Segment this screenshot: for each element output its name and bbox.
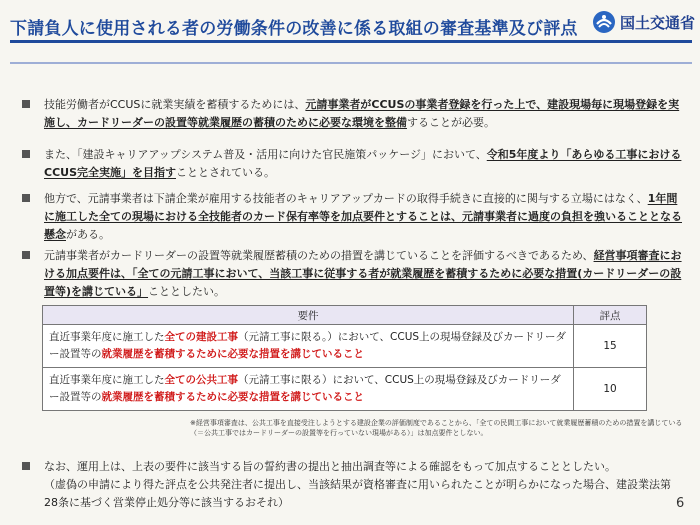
table-footnote: ※経営事項審査は、公共工事を直接受注しようとする建設企業の評価制度であることから、「全ての民間工事において就業履歴蓄積のための措置を講じている（＝公共工事ではカードリーダーの設置等を行っていない現場がある）」は加点要件としない。: [190, 419, 683, 437]
title-rule: [10, 40, 692, 43]
score-header: 評点: [574, 306, 647, 325]
bullet-icon: [22, 100, 30, 108]
table-header-row: [43, 306, 647, 325]
bullet-icon: [22, 251, 30, 259]
requirement-cell: 直近事業年度に施工した全ての建設工事（元請工事に限る。）において、CCUS上の現場登録及びカードリーダー設置等の就業履歴を蓄積するために必要な措置を講じていること: [43, 325, 574, 368]
requirement-cell: 直近事業年度に施工した全ての公共工事（元請工事に限る）において、CCUS上の現場登録及びカードリーダー設置等の就業履歴を蓄積するために必要な措置を講じていること: [43, 368, 574, 411]
closing-line-1: なお、運用上は、上表の要件に該当する旨の誓約書の提出と抽出調査等による確認をもって加点することとしたい。: [44, 460, 616, 473]
bullet-icon: [22, 194, 30, 202]
requirements-table: [42, 305, 647, 411]
logo-text: 国土交通省: [620, 13, 696, 32]
paragraph-1: 技能労働者がCCUSに就業実績を蓄積するためには、元請事業者がCCUSの事業者登録を行った上で、建設現場毎に現場登録を実施し、カードリーダーの設置等就業履歴の蓄積のために必要な環境を整備することが必要。: [22, 96, 682, 132]
logo: [592, 8, 695, 36]
section-rule: [10, 62, 692, 64]
table-row: [43, 368, 647, 411]
paragraph-4: 元請事業者がカードリーダーの設置等就業履歴蓄積のための措置を講じていることを評価するべきであるため、経営事項審査における加点要件は、「全ての元請工事において、当該工事に従事する者が就業履歴を蓄積するために必要な措置(カードリーダーの設置等)を講じている」こととしたい。: [22, 247, 682, 301]
score-cell: 10: [574, 368, 647, 411]
page-title: 下請負人に使用される者の労働条件の改善に係る取組の審査基準及び評点: [10, 19, 578, 39]
closing-paragraph: [22, 458, 685, 512]
requirement-header: 要件: [43, 306, 574, 325]
mlit-logo-icon: [592, 10, 616, 34]
paragraph-3: 他方で、元請事業者は下請企業が雇用する技能者のキャリアアップカードの取得手続きに直接的に関与する立場にはなく、1年間に施工した全ての現場における全技能者のカード保有率等を加点要件とすることは、元請事業者に過度の負担を強いることとなる懸念がある。: [22, 190, 682, 244]
table-row: [43, 325, 647, 368]
page-number: 6: [676, 496, 685, 511]
paragraph-2: また、「建設キャリアアップシステム普及・活用に向けた官民施策パッケージ」において、令和5年度より「あらゆる工事におけるCCUS完全実施」を目指すこととされている。: [22, 146, 682, 182]
bullet-icon: [22, 462, 30, 470]
bullet-icon: [22, 150, 30, 158]
score-cell: 15: [574, 325, 647, 368]
closing-line-2: （虚偽の申請により得た評点を公共発注者に提出し、当該結果が資格審査に用いられたことが明らかになった場合、建設業法第28条に基づく営業停止処分等に該当するおそれ）: [44, 478, 671, 509]
